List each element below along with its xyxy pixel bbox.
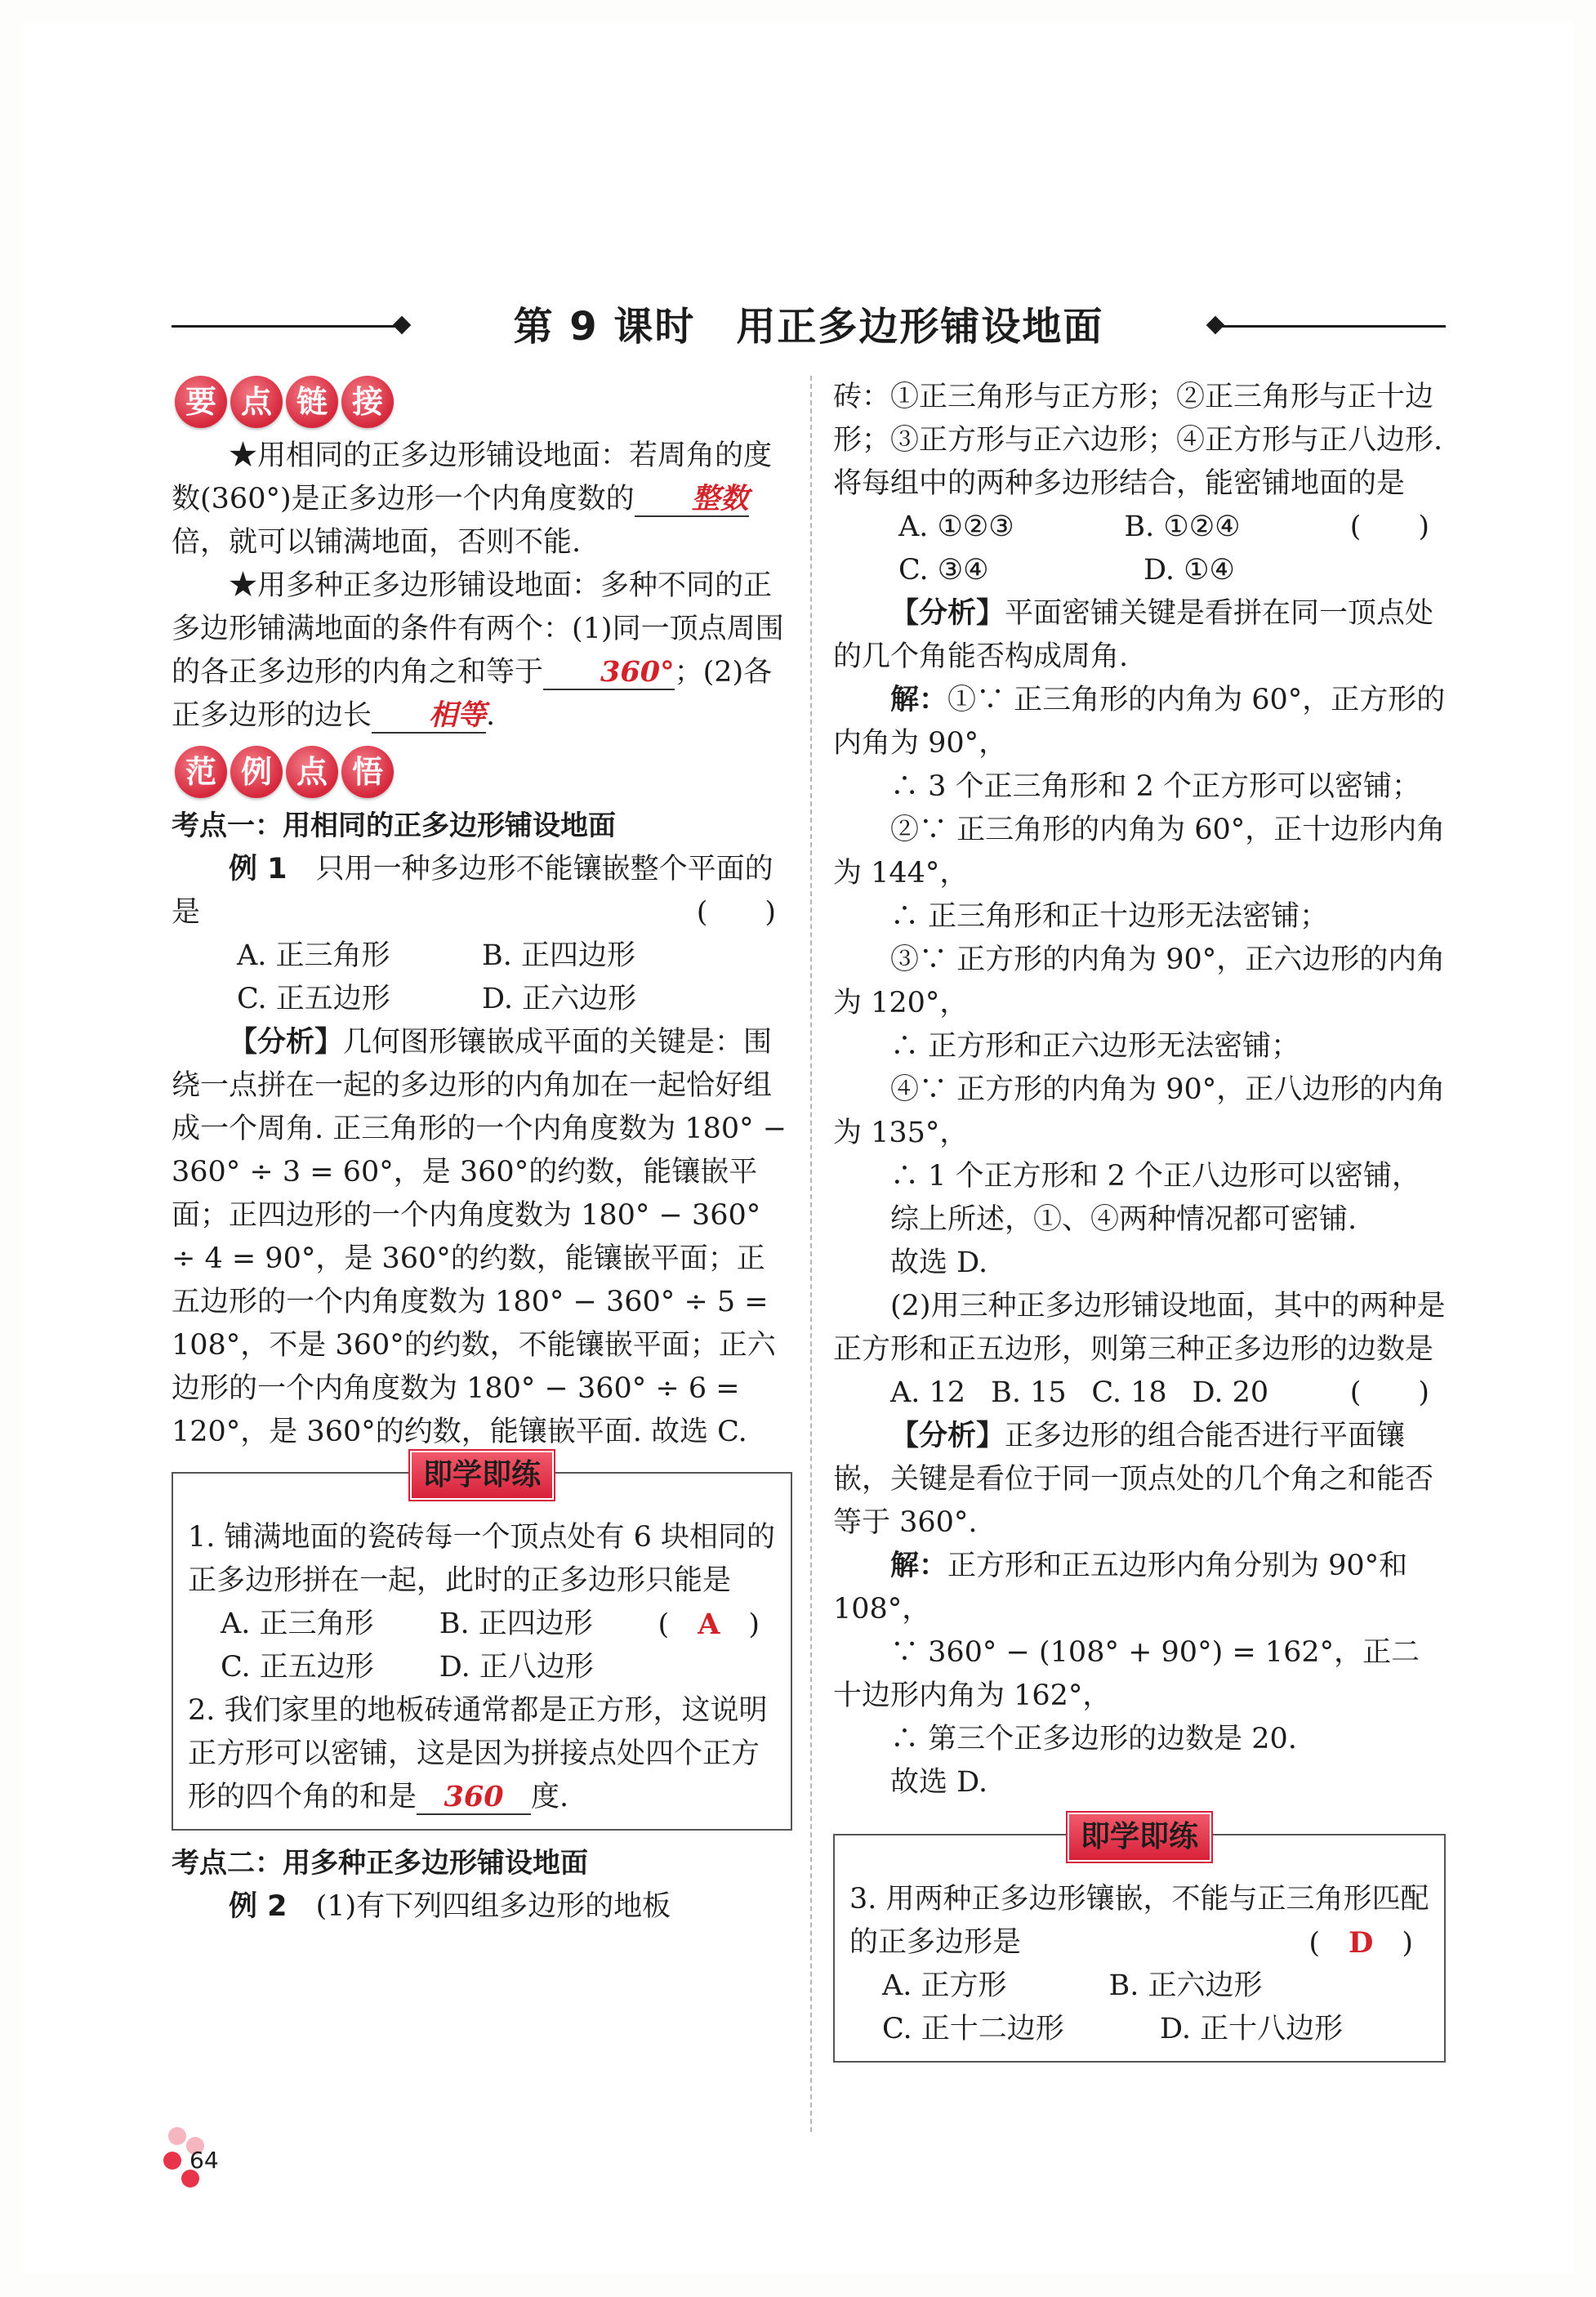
answer-paren: ( )	[1349, 511, 1429, 543]
badge-char: 要	[175, 376, 227, 428]
solution-text: ①∵ 正三角形的内角为 60°，正方形的内角为 90°，	[833, 684, 1446, 760]
badge-char: 链	[286, 376, 338, 428]
solution-line: ③∵ 正方形的内角为 90°，正六边形的内角为 120°，	[833, 943, 1446, 1019]
option: C. 18	[1091, 1376, 1167, 1409]
example-1-analysis	[172, 1021, 792, 1454]
left-column	[172, 376, 792, 1929]
analysis-text: 正多边形的组合能否进行平面镶嵌，关键是看位于同一顶点处的几个角之和能否等于 360°.	[833, 1420, 1434, 1539]
solution-label: 解：	[890, 1550, 948, 1582]
option: B. 正六边形	[1108, 1969, 1263, 2002]
badge-char: 接	[341, 376, 394, 428]
solution-line: 综上所述，①、④两种情况都可密铺.	[890, 1203, 1357, 1236]
answer-text: D	[1348, 1926, 1374, 1960]
practice-q3	[849, 1878, 1429, 1965]
example-label: 例 2	[229, 1890, 288, 1923]
dot-decoration	[168, 2127, 186, 2145]
solution-line: ∵ 360° − (108° + 90°) = 162°，正二十边形内角为 162°，	[833, 1636, 1420, 1712]
solution-line	[833, 679, 1446, 765]
solution-line: ∴ 3 个正三角形和 2 个正方形可以密铺；	[890, 770, 1421, 803]
option: C. 正五边形	[237, 983, 390, 1015]
key-point-text: ★用多种正多边形铺设地面：多种不同的正多边形铺满地面的条件有两个：(1)同一顶点周围的各正多边形的内角之和等于	[172, 569, 784, 689]
solution-text: 正方形和正五边形内角分别为 90°和 108°，	[833, 1550, 1408, 1626]
question-text: 2. 我们家里的地板砖通常都是正方形，这说明正方形可以密铺，这是因为拼接点处四个正方形的四个角的和是	[188, 1694, 768, 1813]
option: A. 正三角形	[237, 939, 390, 972]
page-number: 64	[189, 2147, 219, 2174]
practice-title: 即学即练	[1068, 1813, 1211, 1862]
practice-q1-options	[188, 1603, 658, 1646]
example-1	[172, 848, 792, 934]
topic-heading: 考点一：用相同的正多边形铺设地面	[172, 810, 616, 842]
question-text: 度.	[531, 1781, 569, 1813]
example-text: 砖：①正三角形与正方形；②正三角形与正十边形；③正方形与正六边形；④正方形与正八边形. 将每组中的两种多边形结合，能密铺地面的是	[833, 381, 1443, 500]
solution-line: ∴ 正三角形和正十边形无法密铺；	[890, 900, 1329, 933]
badge-char: 点	[286, 746, 338, 798]
badge-char: 范	[175, 746, 227, 798]
answer-blank: 整数	[635, 483, 749, 517]
badge-char: 悟	[341, 746, 394, 798]
example-2-part-2-analysis	[833, 1415, 1446, 1545]
key-point-2	[172, 564, 792, 738]
example-2-start	[172, 1885, 792, 1929]
option: D. 正六边形	[482, 983, 637, 1015]
practice-title: 即学即练	[410, 1451, 554, 1500]
answer-paren: ( A )	[658, 1608, 760, 1641]
example-1-options	[172, 978, 792, 1021]
column-divider	[810, 376, 812, 2132]
answer-paren: ( D )	[1308, 1926, 1413, 1960]
key-point-text: 倍，就可以铺满地面，否则不能.	[172, 526, 582, 559]
lesson-title-row	[172, 294, 1446, 359]
analysis-label: 【分析】	[229, 1026, 344, 1059]
answer-blank: 360	[417, 1781, 531, 1815]
solution-line: ④∵ 正方形的内角为 90°，正八边形的内角为 135°，	[833, 1073, 1446, 1149]
example-text: (1)有下列四组多边形的地板	[315, 1890, 671, 1923]
question-text: 1. 铺满地面的瓷砖每一个顶点处有 6 块相同的正多边形拼在一起，此时的正多边形只能是	[188, 1521, 776, 1597]
example-label: 例 1	[229, 853, 288, 885]
analysis-text: 平面密铺关键是看拼在同一顶点处的几个角能否构成周角.	[833, 597, 1434, 673]
option: A. 正三角形	[221, 1608, 374, 1640]
analysis-text: 几何图形镶嵌成平面的关键是：围绕一点拼在一起的多边形的内角加在一起恰好组成一个周角. 正三角形的一个内角度数为 180° − 360° ÷ 3 = 60°，是 360°的约数，能镶嵌平面；正四边形的一个内角度数为 180° − 360° ÷ 4 = 90°，是 360°的约数，能镶嵌平面；正五边形的一个内角度数为 180° − 360° ÷ 5 = 108°，不是 360°的约数，不能镶嵌平面；正六边形的一个内角度数为 180° − 360° ÷ 6 = 120°，是 360°的约数，能镶嵌平面. 故选 C.	[172, 1026, 787, 1448]
right-column	[833, 376, 1446, 2063]
practice-q2	[188, 1689, 776, 1819]
option: D. 正八边形	[439, 1651, 594, 1684]
analysis-label: 【分析】	[890, 597, 1005, 630]
practice-q3-options	[849, 1965, 1308, 2008]
title-rule-right	[1217, 325, 1446, 328]
key-point-text: ★用相同的正多边形铺设地面：若周角的度数(360°)是正多边形一个内角度数的	[172, 439, 773, 515]
practice-q3-options	[849, 2008, 1429, 2051]
option: C. ③④	[898, 554, 989, 587]
option: A. ①②③	[898, 511, 1014, 543]
option: B. ①②④	[1124, 511, 1241, 543]
example-2-analysis	[833, 592, 1446, 679]
option: A. 12	[890, 1376, 966, 1409]
option: C. 正五边形	[221, 1651, 374, 1684]
lesson-title: 第 9 课时 用正多边形铺设地面	[513, 304, 1104, 350]
badge-char: 点	[230, 376, 283, 428]
analysis-label: 【分析】	[890, 1420, 1005, 1452]
example-2-options	[833, 506, 1350, 549]
solution-line: ∴ 1 个正方形和 2 个正八边形可以密铺，	[890, 1160, 1421, 1193]
answer-blank: 360°	[543, 656, 675, 690]
solution-line	[833, 1545, 1446, 1631]
practice-box-1	[172, 1458, 792, 1831]
option: D. 20	[1192, 1376, 1269, 1409]
solution-label: 解：	[890, 684, 948, 716]
example-1-options	[172, 934, 792, 978]
option: D. 正十八边形	[1160, 2013, 1344, 2045]
solution-line: 故选 D.	[890, 1247, 988, 1279]
dot-decoration	[163, 2152, 181, 2170]
answer-blank: 相等	[372, 699, 486, 734]
key-point-text: ；(2)各正多边形的边长	[172, 656, 773, 732]
answer-paren: ( )	[1349, 1376, 1429, 1409]
examples-badge	[175, 746, 792, 798]
badge-char: 例	[230, 746, 283, 798]
topic-heading: 考点二：用多种正多边形铺设地面	[172, 1847, 588, 1880]
example-text: (2)用三种正多边形铺设地面，其中的两种是正方形和正五边形，则第三种正多边形的边数是	[833, 1290, 1446, 1366]
key-point-text: .	[486, 699, 496, 732]
answer-paren: ( )	[696, 896, 776, 929]
solution-line: ∴ 第三个正多边形的边数是 20.	[890, 1723, 1297, 1755]
option: D. ①④	[1144, 554, 1235, 587]
example-text: 只用一种多边形不能镶嵌整个平面的是	[172, 853, 773, 929]
question-text: 3. 用两种正多边形镶嵌，不能与正三角形匹配的正多边形是	[849, 1883, 1429, 1959]
solution-line: 故选 D.	[890, 1766, 988, 1799]
example-2-part-2-options	[833, 1372, 1293, 1415]
option: B. 正四边形	[482, 939, 635, 972]
solution-line: ②∵ 正三角形的内角为 60°，正十边形内角为 144°，	[833, 814, 1446, 890]
option: B. 15	[991, 1376, 1067, 1409]
key-points-badge	[175, 376, 792, 428]
practice-q1-options	[188, 1646, 658, 1689]
solution-line: ∴ 正方形和正六边形无法密铺；	[890, 1030, 1300, 1063]
option: C. 正十二边形	[882, 2013, 1064, 2045]
option: B. 正四边形	[439, 1608, 593, 1640]
key-point-1	[172, 435, 792, 564]
option: A. 正方形	[882, 1969, 1007, 2002]
practice-box-2	[833, 1820, 1446, 2063]
answer-text: A	[698, 1608, 720, 1641]
example-2-options	[833, 549, 1446, 592]
